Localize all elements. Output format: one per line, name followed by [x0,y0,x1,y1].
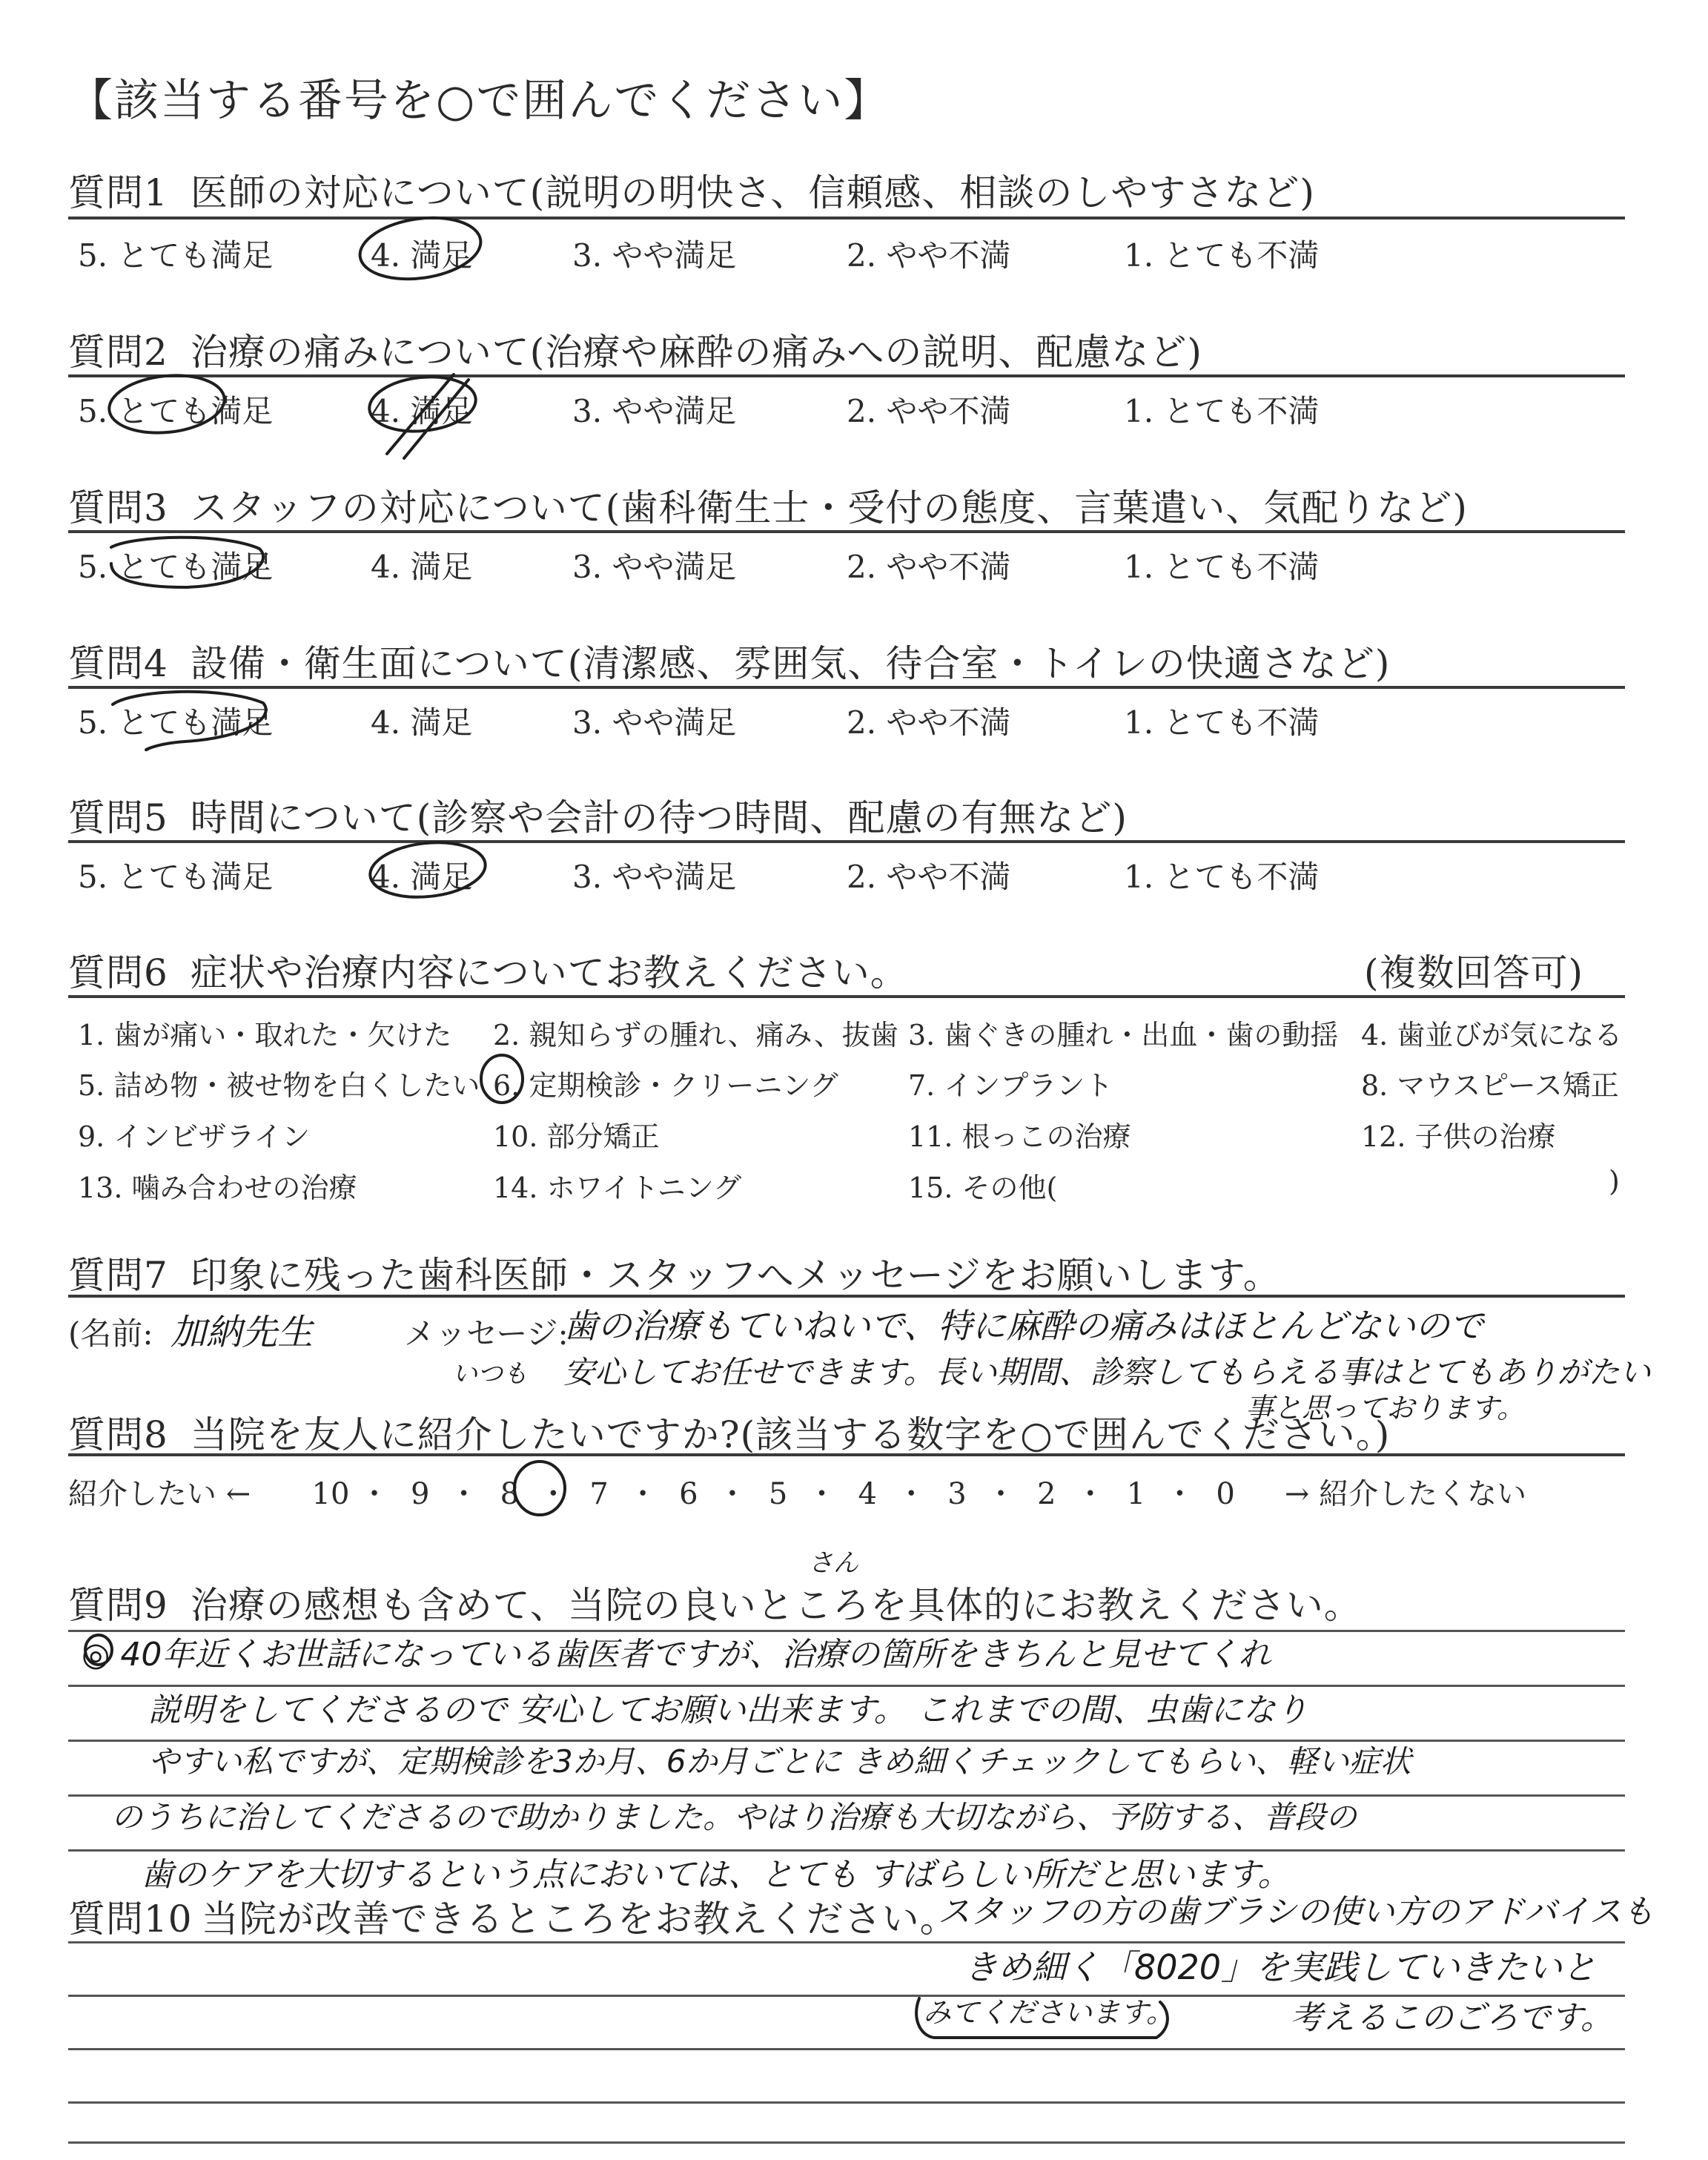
q8-scale-9[interactable]: 9 [410,1477,430,1511]
q9-text: 治療の感想も含めて、当院の良いところを具体的にお教えください。 [190,1584,1362,1627]
q8-scale: 紹介したい ← 10 ・ 9 ・ 8 ・ 7 ・ 6 ・ 5 ・ 4 ・ 3 ・ 2 ・ 1 ・ 0 → 紹介したくない [68,1470,1526,1513]
q2-title [68,323,1202,376]
q7-message-line3[interactable]: 事と思っております。 [1245,1392,1525,1424]
q9-line-4[interactable]: のうちに治してくださるので助かりました。やはり治療も大切ながら、予防する、普段の [111,1799,1357,1835]
q9-title [68,1576,1362,1629]
q4-opt-5[interactable]: 5. とても満足 [78,704,274,741]
q2-number: 質問2 [68,331,168,374]
q10-number: 質問10 [68,1898,193,1941]
q5-text: 時間について(診察や会計の待つ時間、配慮の有無など) [190,796,1128,839]
q5-title [68,788,1128,842]
q8-title [68,1405,1390,1459]
q7-title [68,1246,1281,1299]
page-heading: 【該当する番号を○で囲んでください】 [68,75,890,127]
q5-number: 質問5 [68,796,168,839]
q4-title [68,634,1390,687]
q5-opt-5[interactable]: 5. とても満足 [78,859,274,895]
q6-opt-9[interactable]: 9. インビザライン [78,1120,311,1153]
q7-message-label: メッセージ: [404,1315,569,1352]
q7-message-prefix: いつも [452,1359,528,1389]
q6-opt-14[interactable]: 14. ホワイトニング [493,1172,742,1204]
q10-text: 当院が改善できるところをお教えください。 [201,1898,958,1941]
q7-text: 印象に残った歯科医師・スタッフへメッセージをお願いします。 [190,1254,1281,1297]
q10-rule-5 [68,2141,1625,2144]
q8-left-label: 紹介したい ← [68,1477,251,1511]
q6-opt-11[interactable]: 11. 根っこの治療 [908,1120,1131,1153]
q6-opt-8[interactable]: 8. マウスピース矯正 [1361,1069,1619,1102]
q8-scale-10[interactable]: 10 [311,1477,350,1511]
q9-number: 質問9 [68,1584,168,1627]
q6-title [68,943,908,997]
q1-opt-1[interactable]: 1. とても不満 [1124,237,1320,274]
q6-opt-13[interactable]: 13. 噛み合わせの治療 [78,1172,357,1204]
q3-opt-1[interactable]: 1. とても不満 [1124,549,1320,585]
q6-opt-10[interactable]: 10. 部分矯正 [493,1120,660,1153]
q8-rule [68,1453,1625,1456]
q8-right-label: → 紹介したくない [1284,1477,1527,1511]
q5-opt-1[interactable]: 1. とても不満 [1124,859,1320,895]
q4-opt-2[interactable]: 2. やや不満 [847,704,1011,741]
q2-opt-5[interactable]: 5. とても満足 [78,393,274,429]
q10-title [68,1889,958,1943]
q2-opt-3[interactable]: 3. やや満足 [572,393,737,429]
q4-opt-1[interactable]: 1. とても不満 [1124,704,1320,741]
q3-title [68,478,1468,532]
q6-opt-4[interactable]: 4. 歯並びが気になる [1361,1019,1623,1051]
q10-line-1[interactable]: スタッフの方の歯ブラシの使い方のアドバイスも [938,1893,1655,1931]
q1-text: 医師の対応について(説明の明快さ、信頼感、相談のしやすさなど) [190,171,1315,214]
q8-scale-2[interactable]: 2 [1036,1477,1056,1511]
q6-text: 症状や治療内容についてお教えください。 [190,951,908,994]
q8-scale-7[interactable]: 7 [589,1477,609,1511]
q7-message-line2[interactable]: 安心してお任せできます。長い期間、診察してもらえる事はとてもありがたい [563,1354,1651,1390]
q8-scale-6[interactable]: 6 [679,1477,698,1511]
q3-rule [68,530,1625,533]
q6-opt-1[interactable]: 1. 歯が痛い・取れた・欠けた [78,1019,452,1051]
q6-opt-5[interactable]: 5. 詰め物・被せ物を白くしたい [78,1069,480,1102]
q10-rule-3 [68,2048,1625,2050]
q10-line-3b[interactable]: 考えるこのごろです。 [1290,1999,1614,2037]
q2-opt-1[interactable]: 1. とても不満 [1124,393,1320,429]
q6-opt-2[interactable]: 2. 親知らずの腫れ、痛み、抜歯 [493,1019,898,1051]
q4-opt-4[interactable]: 4. 満足 [371,704,473,741]
q6-note: (複数回答可) [1364,951,1584,994]
q3-opt-5[interactable]: 5. とても満足 [78,549,274,585]
q6-rule [68,995,1625,998]
q8-scale-5[interactable]: 5 [768,1477,788,1511]
q2-rule [68,374,1625,377]
q6-number: 質問6 [68,951,168,994]
q3-number: 質問3 [68,486,168,529]
q4-opt-3[interactable]: 3. やや満足 [572,704,737,741]
q2-text: 治療の痛みについて(治療や麻酔の痛みへの説明、配慮など) [190,331,1202,374]
q9-line-5[interactable]: 歯のケアを大切するという点においては、とても すばらしい所だと思います。 [141,1856,1291,1894]
q5-opt-3[interactable]: 3. やや満足 [572,859,737,895]
q7-name-label: (名前: [68,1315,153,1352]
q4-rule [68,686,1625,689]
q7-rule [68,1295,1625,1298]
q9-correction: さん [808,1548,858,1578]
q8-scale-0[interactable]: 0 [1216,1477,1235,1511]
q6-opt-15[interactable]: 15. その他( [908,1172,1058,1204]
q5-rule [68,840,1625,843]
q1-rule [68,217,1625,219]
q8-scale-8[interactable]: 8 [500,1477,520,1511]
q3-opt-4[interactable]: 4. 満足 [371,549,473,585]
q10-line-2[interactable]: きめ細く「8020」を実践していきたいと [964,1947,1597,1987]
q9-line-1[interactable]: ◎ 40年近くお世話になっている歯医者ですが、治療の箇所をきちんと見せてくれ [82,1636,1271,1674]
q5-opt-4[interactable]: 4. 満足 [371,859,473,895]
q8-number: 質問8 [68,1413,168,1456]
q1-opt-5[interactable]: 5. とても満足 [78,237,274,274]
q3-text: スタッフの対応について(歯科衛生士・受付の態度、言葉遣い、気配りなど) [190,486,1468,529]
q3-opt-3[interactable]: 3. やや満足 [572,549,737,585]
q1-opt-4[interactable]: 4. 満足 [371,237,473,274]
q6-opt-3[interactable]: 3. 歯ぐきの腫れ・出血・歯の動揺 [908,1019,1339,1051]
q2-opt-2[interactable]: 2. やや不満 [847,393,1011,429]
q4-text: 設備・衛生面について(清潔感、雰囲気、待合室・トイレの快適さなど) [190,642,1391,685]
q1-opt-3[interactable]: 3. やや満足 [572,237,737,274]
q10-rule-4 [68,2101,1625,2104]
q6-opt-7[interactable]: 7. インプラント [908,1069,1113,1102]
q8-scale-4[interactable]: 4 [858,1477,877,1511]
q3-opt-2[interactable]: 2. やや不満 [847,549,1011,585]
q5-opt-2[interactable]: 2. やや不満 [847,859,1011,895]
q2-opt-4[interactable]: 4. 満足 [371,393,473,429]
q6-opt-15-close: ) [1609,1165,1620,1198]
q8-scale-3[interactable]: 3 [947,1477,967,1511]
q1-title [68,163,1315,217]
q6-opt-6[interactable]: 6. 定期検診・クリーニング [493,1069,838,1102]
q8-scale-1[interactable]: 1 [1126,1477,1146,1511]
q9-line-3[interactable]: やすい私ですが、定期検診を3か月、6か月ごとに きめ細くチェックしてもらい、軽い症状 [148,1743,1411,1780]
q1-opt-2[interactable]: 2. やや不満 [847,237,1011,274]
q7-message-line1[interactable]: 歯の治療もていねいで、特に麻酔の痛みはほとんどないので [563,1306,1484,1346]
q7-number: 質問7 [68,1254,168,1297]
q6-opt-12[interactable]: 12. 子供の治療 [1361,1120,1556,1153]
q1-number: 質問1 [68,171,168,214]
q4-number: 質問4 [68,642,168,685]
q7-name-value[interactable]: 加納先生 [171,1312,314,1353]
q10-line-3a[interactable]: みてくださいます。 [923,1996,1174,2029]
q8-text: 当院を友人に紹介したいですか?(該当する数字を○で囲んでください。) [190,1413,1391,1456]
q9-line-2[interactable]: 説明をしてくださるので 安心してお願い出来ます。 これまでの間、虫歯になり [148,1691,1308,1729]
